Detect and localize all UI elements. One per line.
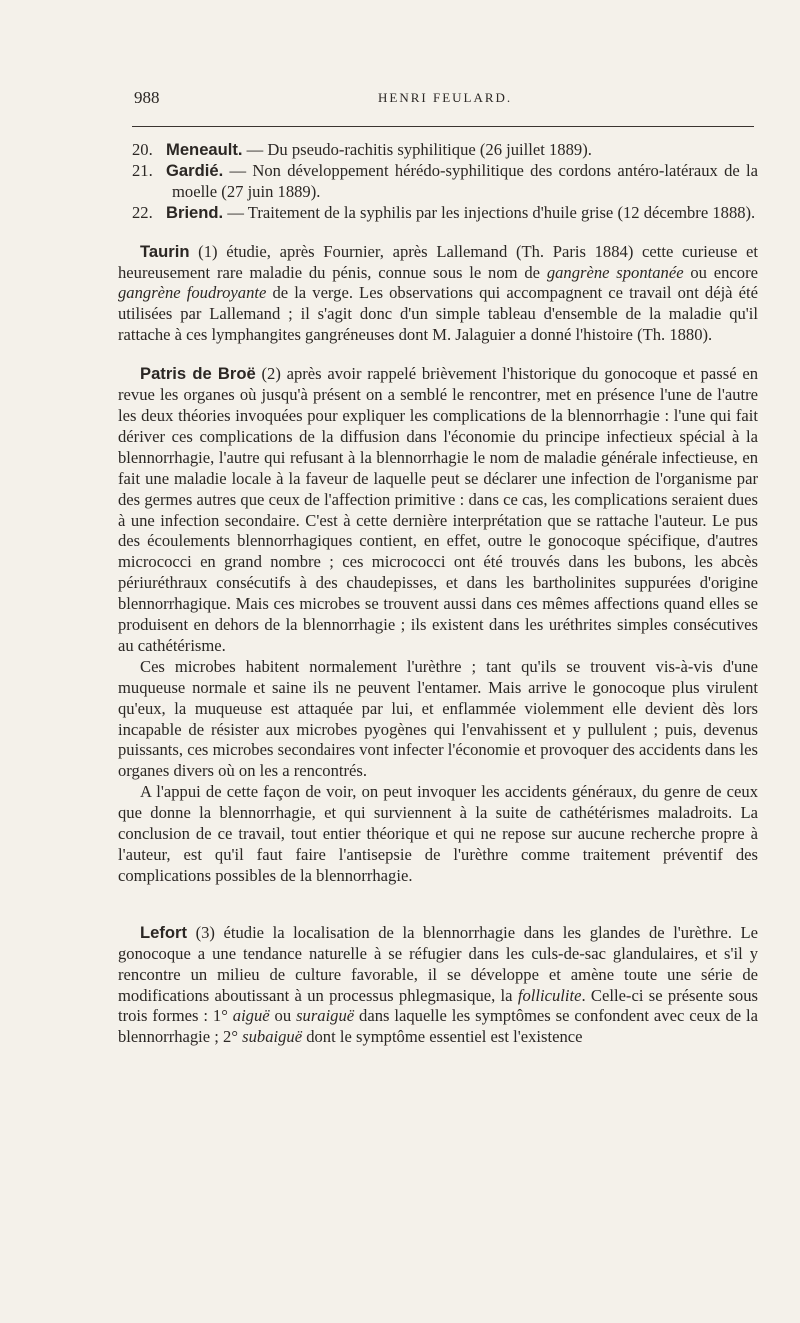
page-body: [118, 140, 758, 1048]
paragraph-taurin: [118, 242, 758, 347]
reference-author: Gardié.: [166, 160, 224, 180]
reference-item: [118, 161, 758, 203]
text-run: de la verge. Les observations qui accompagnent ce travail ont déjà été utilisées par Lallemand ; il s'agit donc d'un simple tableau d'ensemble de la maladie qu'il rattache à ces lymphangites gangréneuses dont M. Jalaguier a donné l'histoire (Th. 1880).: [118, 283, 758, 345]
paragraph-patris-1: [118, 364, 758, 657]
text-run: (2) après avoir rappelé brièvement l'historique du gonocoque et passé en revue les organes où jusqu'à présent on a semblé le rencontrer, met en présence l'une de l'autre les deux théories invoquées pour expliquer les complications de la blennorrhagie : l'une qui fait dériver ces complications de la diffusion dans l'économie du principe infectieux spécial à la blennorrhagie, l'autre qui refusant à la blennorrhagie le nom de maladie générale infectieuse, en fait une maladie locale à la faveur de laquelle peut se déclarer une infection de l'organisme par des germes autres que ceux de l'affection primitive : dans ce cas, les complications seraient dues à une infection secondaire. C'est à cette dernière interprétation que se rattache l'auteur. Le pus des écoulements blennorrhagiques contient, en effet, outre le gonocoque spécifique, d'autres micrococci en grand nombre ; ces micrococci ont été trouvés dans les bubons, les abcès périuréthraux consécutifs à des chaudepisses, et dans les bartholinites suppurées d'origine blennorrhagique. Mais ces microbes se trouvent aussi dans ces mêmes affections quand elles se produisent en dehors de la blennorrhagie ; ils existent dans les uréthrites simples consécutives au cathétérisme.: [118, 364, 758, 655]
italic-term: aiguë: [232, 1006, 270, 1026]
reference-list: [118, 140, 758, 224]
reference-text: — Non développement hérédo-syphilitique des cordons antéro-latéraux de la moelle (27 juin 1889).: [172, 160, 758, 201]
reference-number: 20.: [132, 140, 153, 159]
text-run: dont le symptôme essentiel est l'existence: [302, 1027, 583, 1047]
paragraph-patris-3: A l'appui de cette façon de voir, on peut invoquer les accidents généraux, du genre de ceux que donne la blennorrhagie, et qui surviennent à la suite de cathétérismes maladroits. La conclusion de ce travail, tout entier théorique et qui ne repose sur aucune recherche propre à l'auteur, est qu'il faut faire l'antisepsie de l'urèthre comme traitement préventif des complications possibles de la blennorrhagie.: [118, 782, 758, 885]
italic-term: gangrène spontanée: [546, 262, 684, 282]
reference-item: [118, 203, 758, 224]
italic-term: subaiguë: [242, 1027, 303, 1047]
reference-item: [118, 140, 758, 161]
running-header: [0, 88, 800, 112]
text-run: (1) étudie, après Fournier, après Lallemand (Th. Paris 1884) cette curieuse et heureusement rare maladie du pénis, connue sous le nom de: [118, 241, 758, 282]
page-number: 988: [134, 88, 160, 107]
text-run: dans laquelle les symptômes se confondent avec ceux de la blennorrhagie ; 2°: [118, 1006, 759, 1047]
text-run: . Celle-ci se présente sous trois formes : 1°: [118, 985, 758, 1026]
author-name: Lefort: [140, 922, 188, 942]
reference-text: — Du pseudo-rachitis syphilitique (26 juillet 1889).: [242, 140, 592, 159]
paragraph-lefort: [118, 923, 758, 1048]
text-run: ou encore: [683, 262, 758, 282]
italic-term: suraiguë: [296, 1006, 355, 1026]
reference-text: — Traitement de la syphilis par les injections d'huile grise (12 décembre 1888).: [223, 202, 756, 222]
spacer: [118, 887, 758, 905]
italic-term: folliculite: [517, 985, 582, 1005]
reference-number: 22.: [132, 202, 153, 222]
header-rule: [132, 126, 754, 127]
reference-author: Briend.: [166, 202, 224, 222]
italic-term: gangrène foudroyante: [118, 283, 267, 303]
paragraph-patris-2: Ces microbes habitent normalement l'urèthre ; tant qu'ils se trouvent vis-à-vis d'une muqueuse normale et saine ils ne peuvent l'entamer. Mais arrive le gonocoque plus virulent qu'eux, la muqueuse est attaquée par lui, et enflammée violemment elle devient dès lors incapable de résister aux microbes pyogènes qui l'envahissent et y pullulent ; puis, devenus puissants, ces microbes secondaires vont infecter l'économie et provoquer des accidents dans les organes divers où on les a rencontrés.: [118, 656, 758, 781]
author-name: Patris de Broë: [140, 364, 256, 384]
running-title: HENRI FEULARD.: [378, 90, 513, 105]
author-name: Taurin: [140, 241, 190, 261]
text-run: (3) étudie la localisation de la blennorrhagie dans les glandes de l'urèthre. Le gonocoque a une tendance naturelle à se réfugier dans les culs-de-sac glandulaires, et s'il y rencontre un milieu de culture favorable, il se développe et amène toute une série de modifications aboutissant à un processus phlegmasique, la: [118, 922, 758, 1005]
reference-author: Meneault.: [166, 140, 243, 159]
text-run: ou: [269, 1006, 297, 1026]
reference-number: 21.: [132, 160, 153, 180]
